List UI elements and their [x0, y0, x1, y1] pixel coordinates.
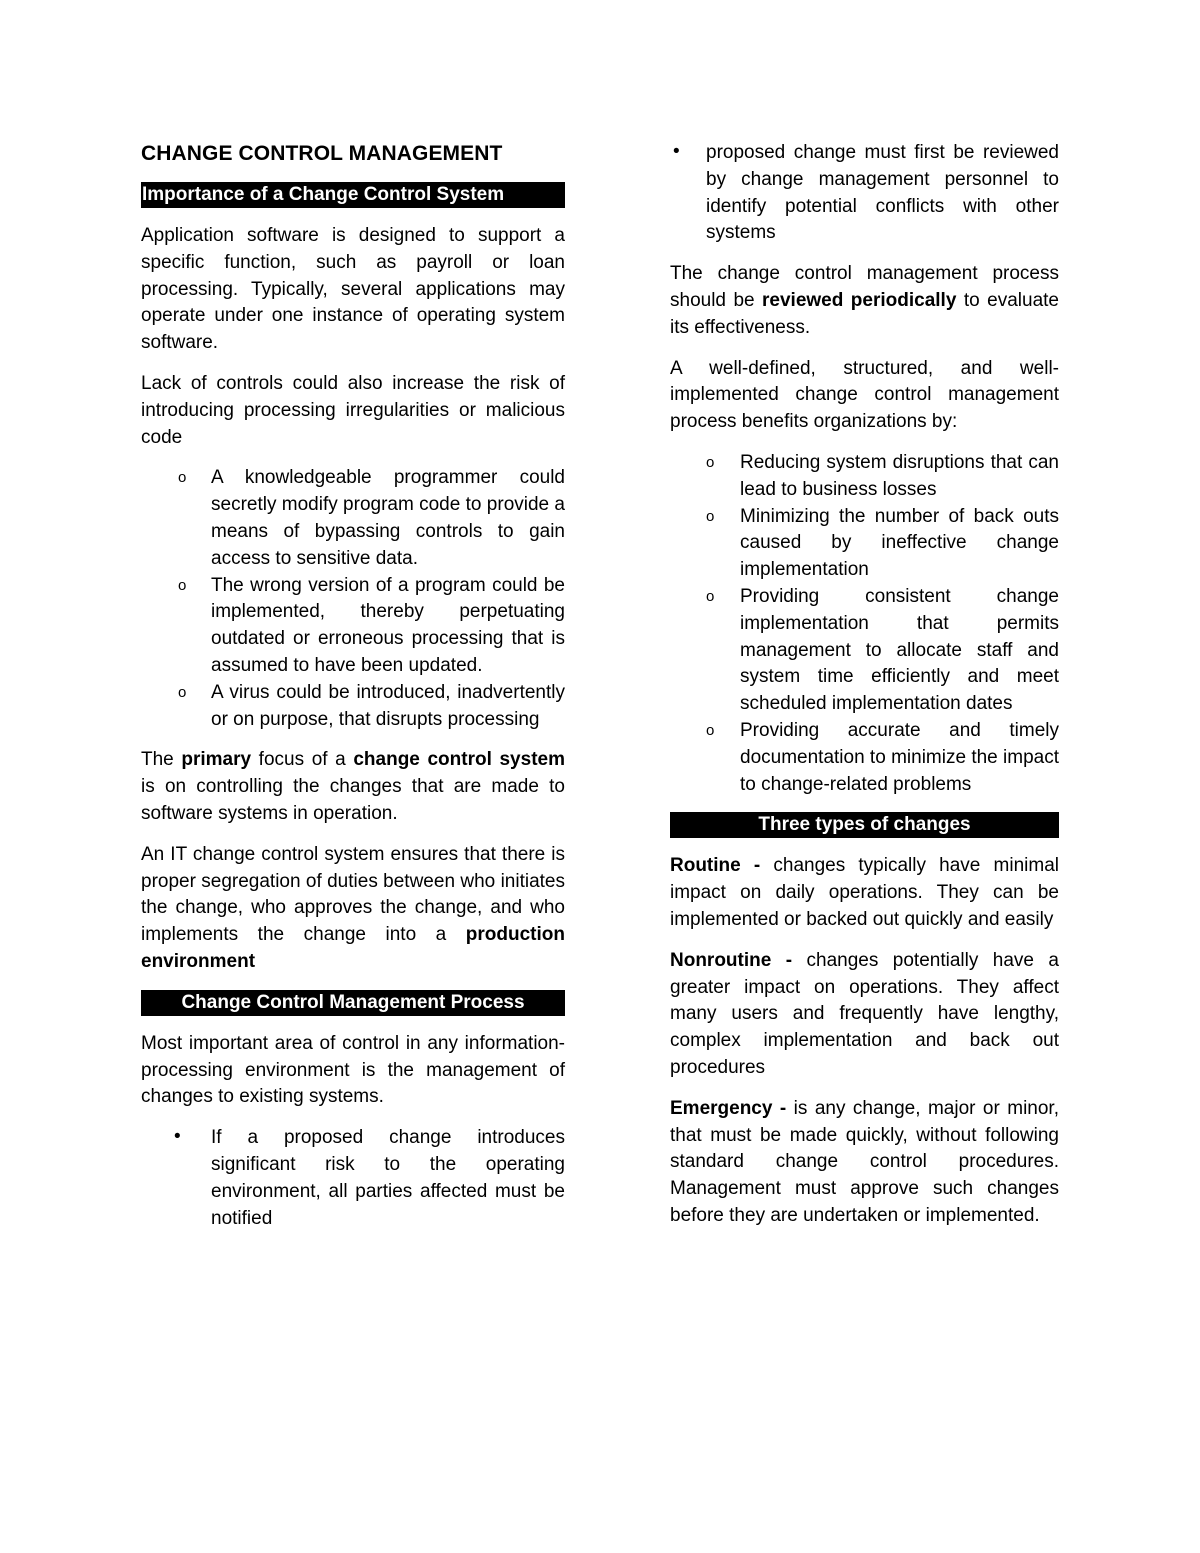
- circle-bullet-icon: o: [706, 587, 715, 605]
- circle-bullet-icon: o: [706, 721, 715, 739]
- list-item: o Providing consistent change implementation that permits management to allocate staff and system time efficiently and meet scheduled implementation dates: [706, 585, 1059, 715]
- circle-bullet-icon: o: [706, 507, 715, 525]
- process-bullet-list-continued: [670, 140, 1059, 247]
- process-bullet-list: [141, 1125, 565, 1232]
- list-item: o A virus could be introduced, inadvertently or on purpose, that disrupts processing: [178, 681, 565, 730]
- paragraph-benefits-intro: A well-defined, structured, and well-implemented change control management process benefits organizations by:: [670, 357, 1059, 433]
- list-item: o The wrong version of a program could be implemented, thereby perpetuating outdated or erroneous processing that is assumed to have been updated.: [178, 574, 565, 676]
- list-item: o Minimizing the number of back outs caused by ineffective change implementation: [706, 505, 1059, 581]
- circle-bullet-icon: o: [178, 469, 187, 487]
- list-item: • proposed change must first be reviewed by change management personnel to identify potential conflicts with other systems: [673, 141, 1059, 244]
- paragraph-emergency: Emergency - is any change, major or minor, that must be made quickly, without following standard change control procedures. Management must approve such changes before they are undertaken or implemented.: [670, 1097, 1059, 1226]
- list-item: o Providing accurate and timely documentation to minimize the impact to change-related problems: [706, 719, 1059, 795]
- paragraph-nonroutine: Nonroutine - changes potentially have a greater impact on operations. They affect many users and frequently have lengthy, complex implementation and back out procedures: [670, 949, 1059, 1078]
- paragraph-application-software: Application software is designed to support a specific function, such as payroll or loan processing. Typically, several applications may operate under one instance of operating system software.: [141, 225, 565, 354]
- paragraph-lack-of-controls: Lack of controls could also increase the risk of introducing processing irregularities or malicious code: [141, 372, 565, 448]
- benefits-list: [670, 450, 1059, 798]
- list-item: o Reducing system disruptions that can lead to business losses: [706, 451, 1059, 500]
- risk-list: [141, 465, 565, 733]
- bullet-icon: •: [174, 1126, 181, 1148]
- section-heading-process: Change Control Management Process: [141, 990, 565, 1016]
- right-column: [670, 140, 1059, 1244]
- paragraph-most-important-area: Most important area of control in any information-processing environment is the management of changes to existing systems.: [141, 1032, 565, 1108]
- circle-bullet-icon: o: [178, 683, 187, 701]
- list-item: • If a proposed change introduces significant risk to the operating environment, all parties affected must be notified: [174, 1126, 565, 1229]
- document-title: CHANGE CONTROL MANAGEMENT: [141, 142, 503, 165]
- section-heading-types: Three types of changes: [670, 812, 1059, 838]
- section-heading-importance: Importance of a Change Control System: [141, 182, 565, 208]
- circle-bullet-icon: o: [178, 576, 187, 594]
- left-column: [141, 138, 565, 1246]
- paragraph-routine: Routine - changes typically have minimal impact on daily operations. They can be implemented or backed out quickly and easily: [670, 855, 1059, 930]
- list-item: o A knowledgeable programmer could secretly modify program code to provide a means of bypassing controls to gain access to sensitive data.: [178, 467, 565, 569]
- paragraph-segregation-of-duties: An IT change control system ensures that there is proper segregation of duties between who initiates the change, who approves the change, and who implements the change into a production environment: [141, 843, 565, 972]
- bullet-icon: •: [673, 141, 680, 162]
- paragraph-reviewed-periodically: The change control management process should be reviewed periodically to evaluate its effectiveness.: [670, 263, 1059, 338]
- paragraph-primary-focus: The primary focus of a change control system is on controlling the changes that are made to software systems in operation.: [141, 749, 565, 824]
- circle-bullet-icon: o: [706, 453, 715, 471]
